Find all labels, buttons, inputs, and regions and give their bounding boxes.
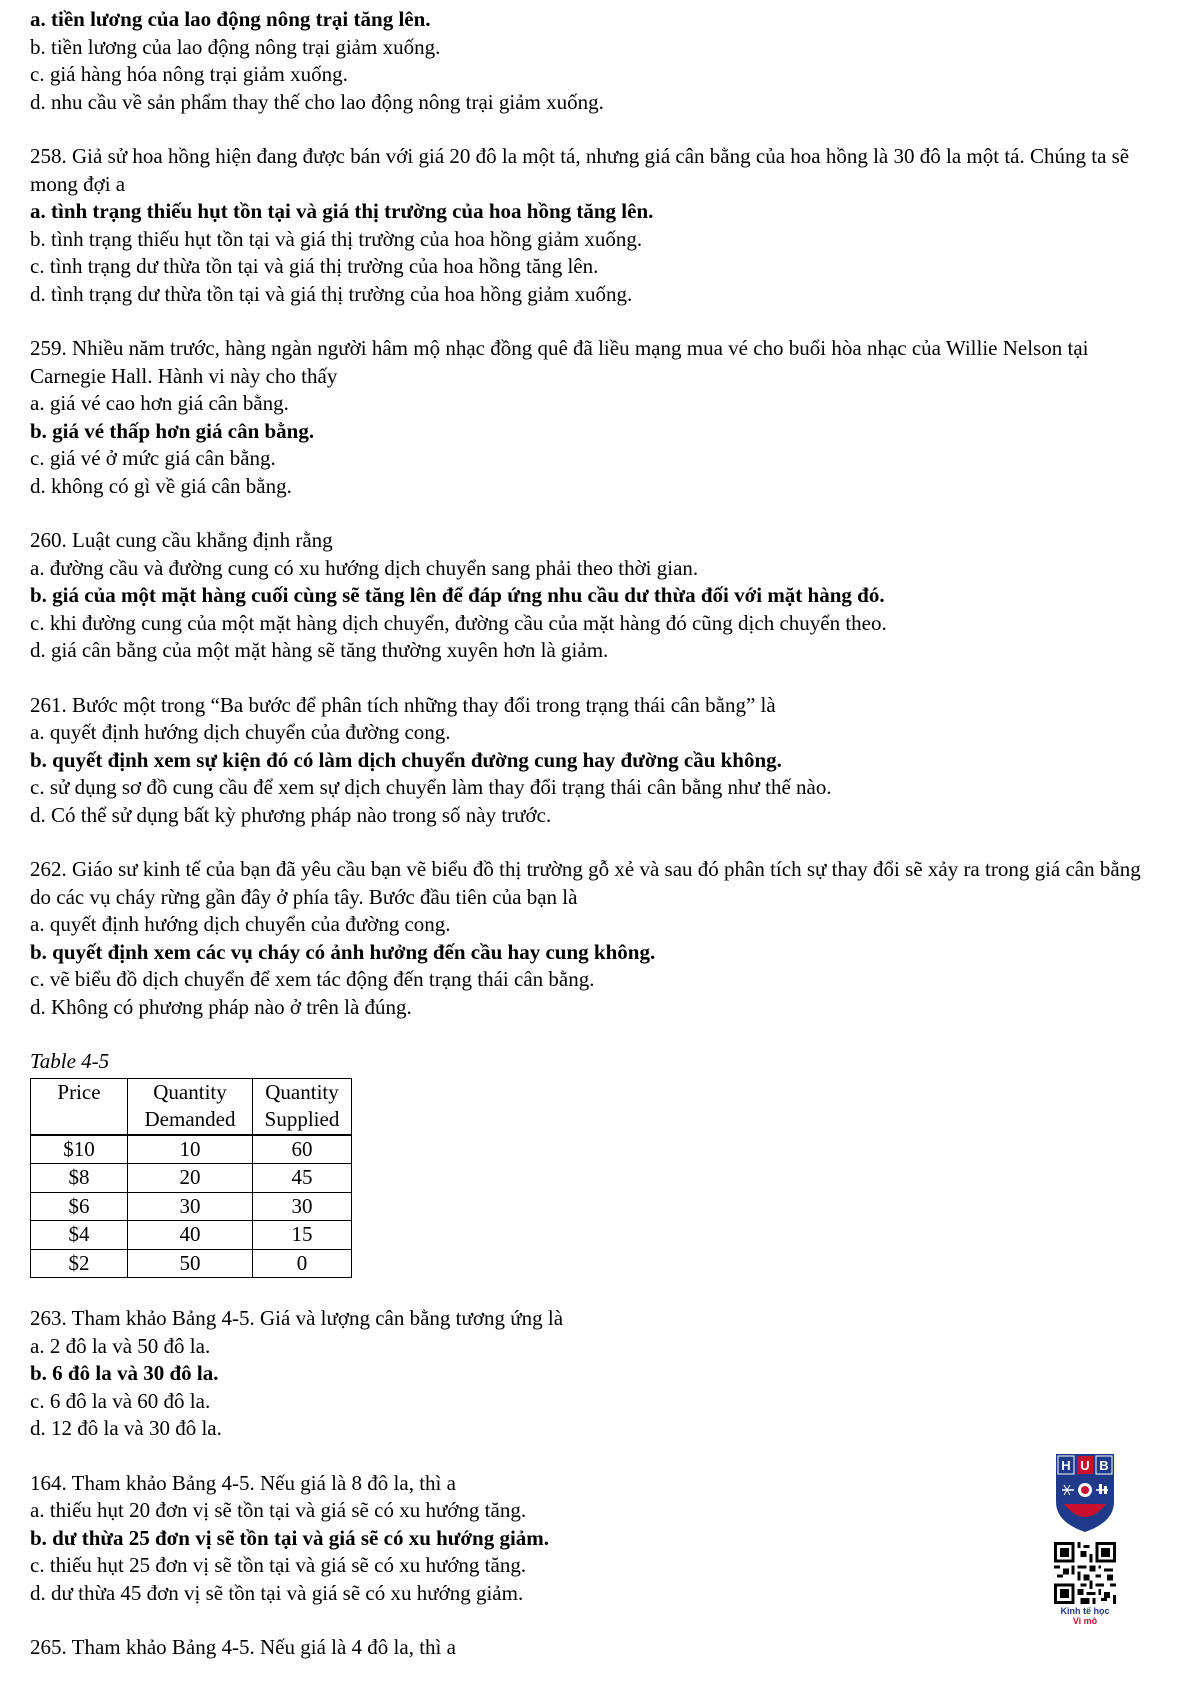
answer-option: a. giá vé cao hơn giá cân bằng. xyxy=(30,391,289,415)
answer-option: b. giá của một mặt hàng cuối cùng sẽ tăng lên để đáp ứng nhu cầu dư thừa đối với mặt hàng đó. xyxy=(30,583,885,607)
question-258 xyxy=(30,143,1150,308)
cell-quantity-demanded: 40 xyxy=(128,1221,253,1250)
logo-letter: B xyxy=(1099,1458,1109,1473)
answer-option: b. quyết định xem các vụ cháy có ảnh hưởng đến cầu hay cung không. xyxy=(30,939,656,964)
question-261 xyxy=(30,692,1150,830)
shield-emblem-icon xyxy=(1052,1452,1118,1534)
answer-option: a. quyết định hướng dịch chuyển của đường cong. xyxy=(30,720,451,744)
question-164 xyxy=(30,1470,1150,1608)
question-stem: 164. Tham khảo Bảng 4-5. Nếu giá là 8 đô la, thì a xyxy=(30,1470,456,1495)
supply-demand-table xyxy=(30,1078,352,1279)
logo-caption-line: Kinh tế học xyxy=(1060,1606,1110,1616)
question-262 xyxy=(30,856,1150,1021)
question-stem: 258. Giả sử hoa hồng hiện đang được bán với giá 20 đô la một tá, nhưng giá cân bằng của hoa hồng là 30 đô la một tá. Chúng ta sẽ mong đợi a xyxy=(30,144,1130,196)
table-row xyxy=(31,1249,352,1278)
answer-option: c. giá hàng hóa nông trại giảm xuống. xyxy=(30,62,348,86)
answer-option: c. vẽ biểu đồ dịch chuyển để xem tác động đến trạng thái cân bằng. xyxy=(30,967,595,991)
answer-option: b. tiền lương của lao động nông trại giảm xuống. xyxy=(30,34,441,59)
answer-option: a. thiếu hụt 20 đơn vị sẽ tồn tại và giá sẽ có xu hướng tăng. xyxy=(30,1498,527,1522)
answer-option: a. quyết định hướng dịch chuyển của đường cong. xyxy=(30,912,451,936)
answer-option: a. 2 đô la và 50 đô la. xyxy=(30,1333,211,1358)
answer-option: a. đường cầu và đường cung có xu hướng dịch chuyển sang phải theo thời gian. xyxy=(30,555,699,580)
table-header-row xyxy=(31,1078,352,1135)
table-row xyxy=(31,1221,352,1250)
answer-option: d. Có thể sử dụng bất kỳ phương pháp nào trong số này trước. xyxy=(30,802,552,827)
answer-option: b. quyết định xem sự kiện đó có làm dịch chuyển đường cung hay đường cầu không. xyxy=(30,747,782,772)
question-stem: 263. Tham khảo Bảng 4-5. Giá và lượng cân bằng tương ứng là xyxy=(30,1306,564,1330)
answer-option: a. tình trạng thiếu hụt tồn tại và giá thị trường của hoa hồng tăng lên. xyxy=(30,199,654,223)
answer-option: d. giá cân bằng của một mặt hàng sẽ tăng thường xuyên hơn là giảm. xyxy=(30,638,609,662)
answer-option: c. thiếu hụt 25 đơn vị sẽ tồn tại và giá sẽ có xu hướng tăng. xyxy=(30,1553,527,1577)
answer-option: d. không có gì về giá cân bằng. xyxy=(30,473,292,498)
qr-code-icon xyxy=(1054,1542,1116,1604)
university-logo xyxy=(1052,1452,1118,1626)
header-line: Demanded xyxy=(144,1107,236,1131)
answer-option: a. tiền lương của lao động nông trại tăng lên. xyxy=(30,7,431,31)
document-page xyxy=(30,6,1150,1662)
logo-caption-line: Vi mô xyxy=(1072,1616,1098,1626)
cell-quantity-supplied: 0 xyxy=(253,1249,352,1278)
column-header-quantity-demanded xyxy=(128,1078,253,1135)
answer-option: d. Không có phương pháp nào ở trên là đúng. xyxy=(30,994,412,1019)
table-row xyxy=(31,1135,352,1164)
cell-price: $2 xyxy=(31,1249,128,1278)
cell-quantity-demanded: 20 xyxy=(128,1164,253,1193)
answer-option: d. tình trạng dư thừa tồn tại và giá thị trường của hoa hồng giảm xuống. xyxy=(30,281,633,306)
answer-option: d. nhu cầu về sản phẩm thay thế cho lao động nông trại giảm xuống. xyxy=(30,89,604,114)
logo-letter: H xyxy=(1061,1458,1071,1473)
answer-option: c. khi đường cung của một mặt hàng dịch chuyển, đường cầu của mặt hàng đó cũng dịch chuyển theo. xyxy=(30,610,887,635)
cell-quantity-demanded: 50 xyxy=(128,1249,253,1278)
cell-quantity-supplied: 15 xyxy=(253,1221,352,1250)
cell-quantity-supplied: 45 xyxy=(253,1164,352,1193)
answer-option: b. giá vé thấp hơn giá cân bằng. xyxy=(30,418,315,443)
question-block-prev xyxy=(30,6,1150,116)
question-260 xyxy=(30,527,1150,665)
cell-price: $4 xyxy=(31,1221,128,1250)
answer-option: b. tình trạng thiếu hụt tồn tại và giá thị trường của hoa hồng giảm xuống. xyxy=(30,226,643,251)
cell-price: $8 xyxy=(31,1164,128,1193)
answer-option: d. dư thừa 45 đơn vị sẽ tồn tại và giá sẽ có xu hướng giảm. xyxy=(30,1580,524,1605)
question-stem: 259. Nhiều năm trước, hàng ngàn người hâm mộ nhạc đồng quê đã liều mạng mua vé cho buổi hòa nhạc của Willie Nelson tại Carnegie Hall. Hành vi này cho thấy xyxy=(30,336,1089,388)
header-line: Quantity xyxy=(153,1079,227,1104)
cell-quantity-demanded: 10 xyxy=(128,1135,253,1164)
question-265 xyxy=(30,1634,1150,1662)
answer-option: c. 6 đô la và 60 đô la. xyxy=(30,1388,211,1413)
cell-quantity-demanded: 30 xyxy=(128,1192,253,1221)
header-line: Quantity xyxy=(265,1079,339,1104)
logo-letter: U xyxy=(1080,1458,1090,1473)
question-263 xyxy=(30,1305,1150,1443)
cell-quantity-supplied: 60 xyxy=(253,1135,352,1164)
answer-option: b. dư thừa 25 đơn vị sẽ tồn tại và giá sẽ có xu hướng giảm. xyxy=(30,1525,550,1550)
cell-price: $6 xyxy=(31,1192,128,1221)
column-header-price xyxy=(31,1078,128,1135)
answer-option: d. 12 đô la và 30 đô la. xyxy=(30,1416,222,1440)
question-stem: 260. Luật cung cầu khẳng định rằng xyxy=(30,528,333,552)
cell-quantity-supplied: 30 xyxy=(253,1192,352,1221)
answer-option: c. giá vé ở mức giá cân bằng. xyxy=(30,446,276,470)
table-row xyxy=(31,1164,352,1193)
header-line: Supplied xyxy=(264,1107,340,1131)
column-header-quantity-supplied xyxy=(253,1078,352,1135)
question-259 xyxy=(30,335,1150,500)
question-stem: 261. Bước một trong “Ba bước để phân tích những thay đổi trong trạng thái cân bằng” là xyxy=(30,692,776,717)
answer-option: b. 6 đô la và 30 đô la. xyxy=(30,1361,219,1385)
table-row xyxy=(31,1192,352,1221)
cell-price: $10 xyxy=(31,1135,128,1164)
table-caption: Table 4-5 xyxy=(30,1049,110,1073)
question-stem: 265. Tham khảo Bảng 4-5. Nếu giá là 4 đô la, thì a xyxy=(30,1635,456,1659)
answer-option: c. tình trạng dư thừa tồn tại và giá thị trường của hoa hồng tăng lên. xyxy=(30,254,599,278)
logo-caption xyxy=(1052,1606,1118,1626)
question-stem: 262. Giáo sư kinh tế của bạn đã yêu cầu bạn vẽ biểu đồ thị trường gỗ xẻ và sau đó phân tích sự thay đổi sẽ xảy ra trong giá cân bằng do các vụ cháy rừng gần đây ở phía tây. Bước đầu tiên của bạn là xyxy=(30,857,1141,909)
header-line: Price xyxy=(57,1079,101,1104)
answer-option: c. sử dụng sơ đồ cung cầu để xem sự dịch chuyển làm thay đổi trạng thái cân bằng như thế nào. xyxy=(30,775,832,799)
